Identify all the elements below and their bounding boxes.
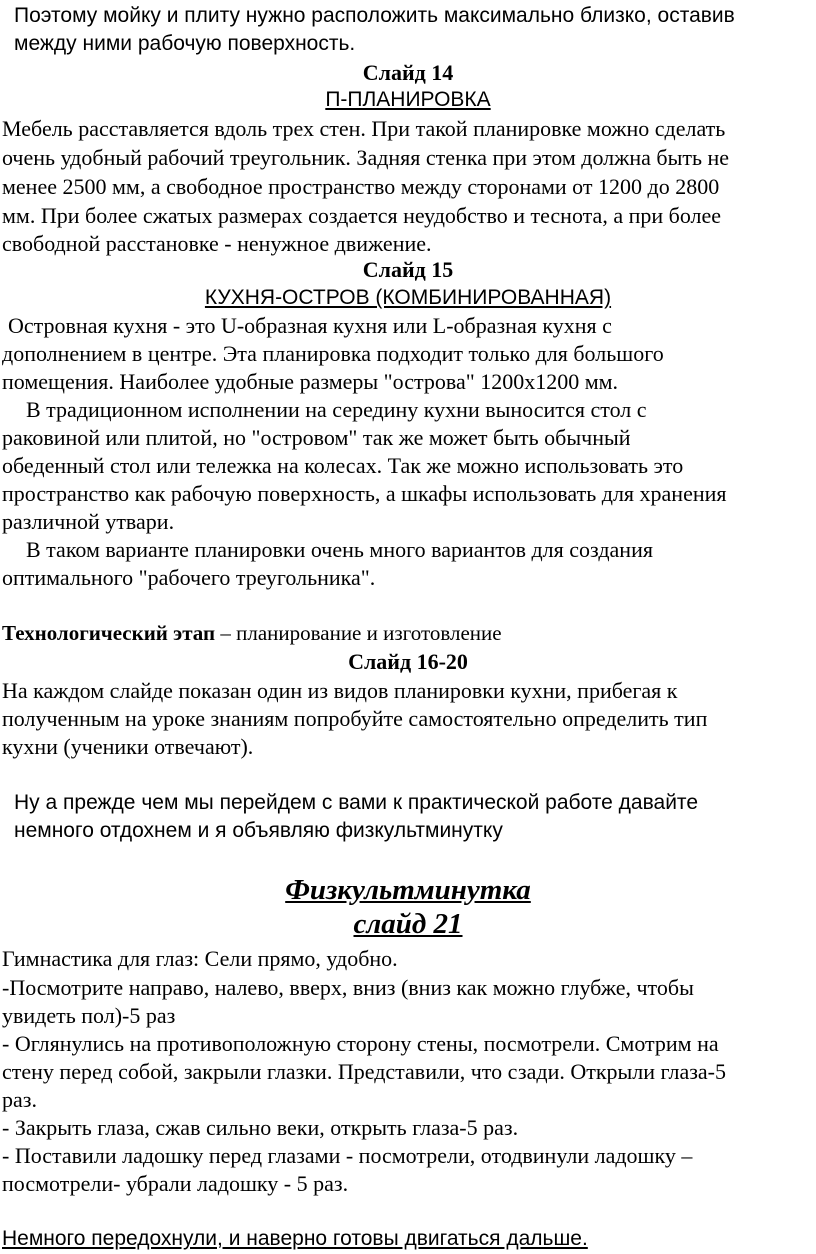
fizminutka-line-4: - Оглянулись на противоположную сторону стены, посмотрели. Смотрим на <box>2 1031 719 1056</box>
tech-stage-label: Технологический этап <box>2 621 216 645</box>
slide16-20-line-3: кухни (ученики отвечают). <box>2 734 254 759</box>
fizminutka-line-5: стену перед собой, закрыли глазки. Представили, что сзади. Открыли глаза-5 <box>2 1059 726 1084</box>
slide16-20-heading: Слайд 16-20 <box>348 649 468 674</box>
slide14-line-4: мм. При более сжатых размерах создается неудобство и теснота, а при более <box>2 203 722 228</box>
slide14-line-5: свободной расстановке - ненужное движение. <box>2 231 432 256</box>
slide15-line-3: помещения. Наиболее удобные размеры "острова" 1200х1200 мм. <box>2 369 619 394</box>
slide15-heading: Слайд 15 <box>362 257 454 282</box>
transition-line-2: немного отдохнем и я объявляю физкультминутку <box>14 819 503 842</box>
slide15-line-10: оптимального "рабочего треугольника". <box>2 565 376 590</box>
fizminutka-line-6: раз. <box>2 1087 37 1112</box>
slide15-line-9: В таком варианте планировки очень много вариантов для создания <box>26 537 653 562</box>
slide15-line-8: различной утвари. <box>2 509 175 534</box>
slide15-line-1: Островная кухня - это U-образная кухня или L-образная кухня с <box>8 313 612 338</box>
fizminutka-line-3: увидеть пол)-5 раз <box>2 1003 176 1028</box>
slide15-line-6: обеденный стол или тележка на колесах. Так же можно использовать это <box>2 453 684 478</box>
closing-line: Немного передохнули, и наверно готовы двигаться дальше. <box>2 1227 588 1250</box>
slide15-line-7: пространство как рабочую поверхность, а шкафы использовать для хранения <box>2 481 727 506</box>
slide14-line-1: Мебель расставляется вдоль трех стен. При такой планировке можно сделать <box>2 116 726 141</box>
slide15-line-2: дополнением в центре. Эта планировка подходит только для большого <box>2 341 664 366</box>
fizminutka-line-8: - Поставили ладошку перед глазами - посмотрели, отодвинули ладошку – <box>2 1143 693 1168</box>
intro-line-2: между ними рабочую поверхность. <box>14 32 356 55</box>
slide14-title: П-ПЛАНИРОВКА <box>325 88 491 111</box>
slide16-20-line-2: полученным на уроке знаниям попробуйте самостоятельно определить тип <box>2 706 708 731</box>
fizminutka-slide: слайд 21 <box>353 908 463 940</box>
slide14-heading: Слайд 14 <box>362 60 454 85</box>
tech-stage-rest: – планирование и изготовление <box>215 621 502 645</box>
slide15-line-4: В традиционном исполнении на середину кухни выносится стол с <box>26 397 647 422</box>
fizminutka-line-7: - Закрыть глаза, сжав сильно веки, открыть глаза-5 раз. <box>2 1115 519 1140</box>
fizminutka-title: Физкультминутка <box>285 874 531 906</box>
fizminutka-line-1: Гимнастика для глаз: Сели прямо, удобно. <box>2 946 398 971</box>
transition-line-1: Ну а прежде чем мы перейдем с вами к практической работе давайте <box>14 791 698 814</box>
fizminutka-line-2: -Посмотрите направо, налево, вверх, вниз (вниз как можно глубже, чтобы <box>2 975 694 1000</box>
tech-stage-line <box>2 621 502 646</box>
slide15-title: КУХНЯ-ОСТРОВ (КОМБИНИРОВАННАЯ) <box>204 286 612 309</box>
intro-line-1: Поэтому мойку и плиту нужно расположить максимально близко, оставив <box>14 4 735 27</box>
fizminutka-line-9: посмотрели- убрали ладошку - 5 раз. <box>2 1171 349 1196</box>
slide15-line-5: раковиной или плитой, но "островом" так же может быть обычный <box>2 425 631 450</box>
slide16-20-line-1: На каждом слайде показан один из видов планировки кухни, прибегая к <box>2 678 678 703</box>
slide14-line-2: очень удобный рабочий треугольник. Задняя стенка при этом должна быть не <box>2 145 730 170</box>
slide14-line-3: менее 2500 мм, а свободное пространство между сторонами от 1200 до 2800 <box>2 174 720 199</box>
